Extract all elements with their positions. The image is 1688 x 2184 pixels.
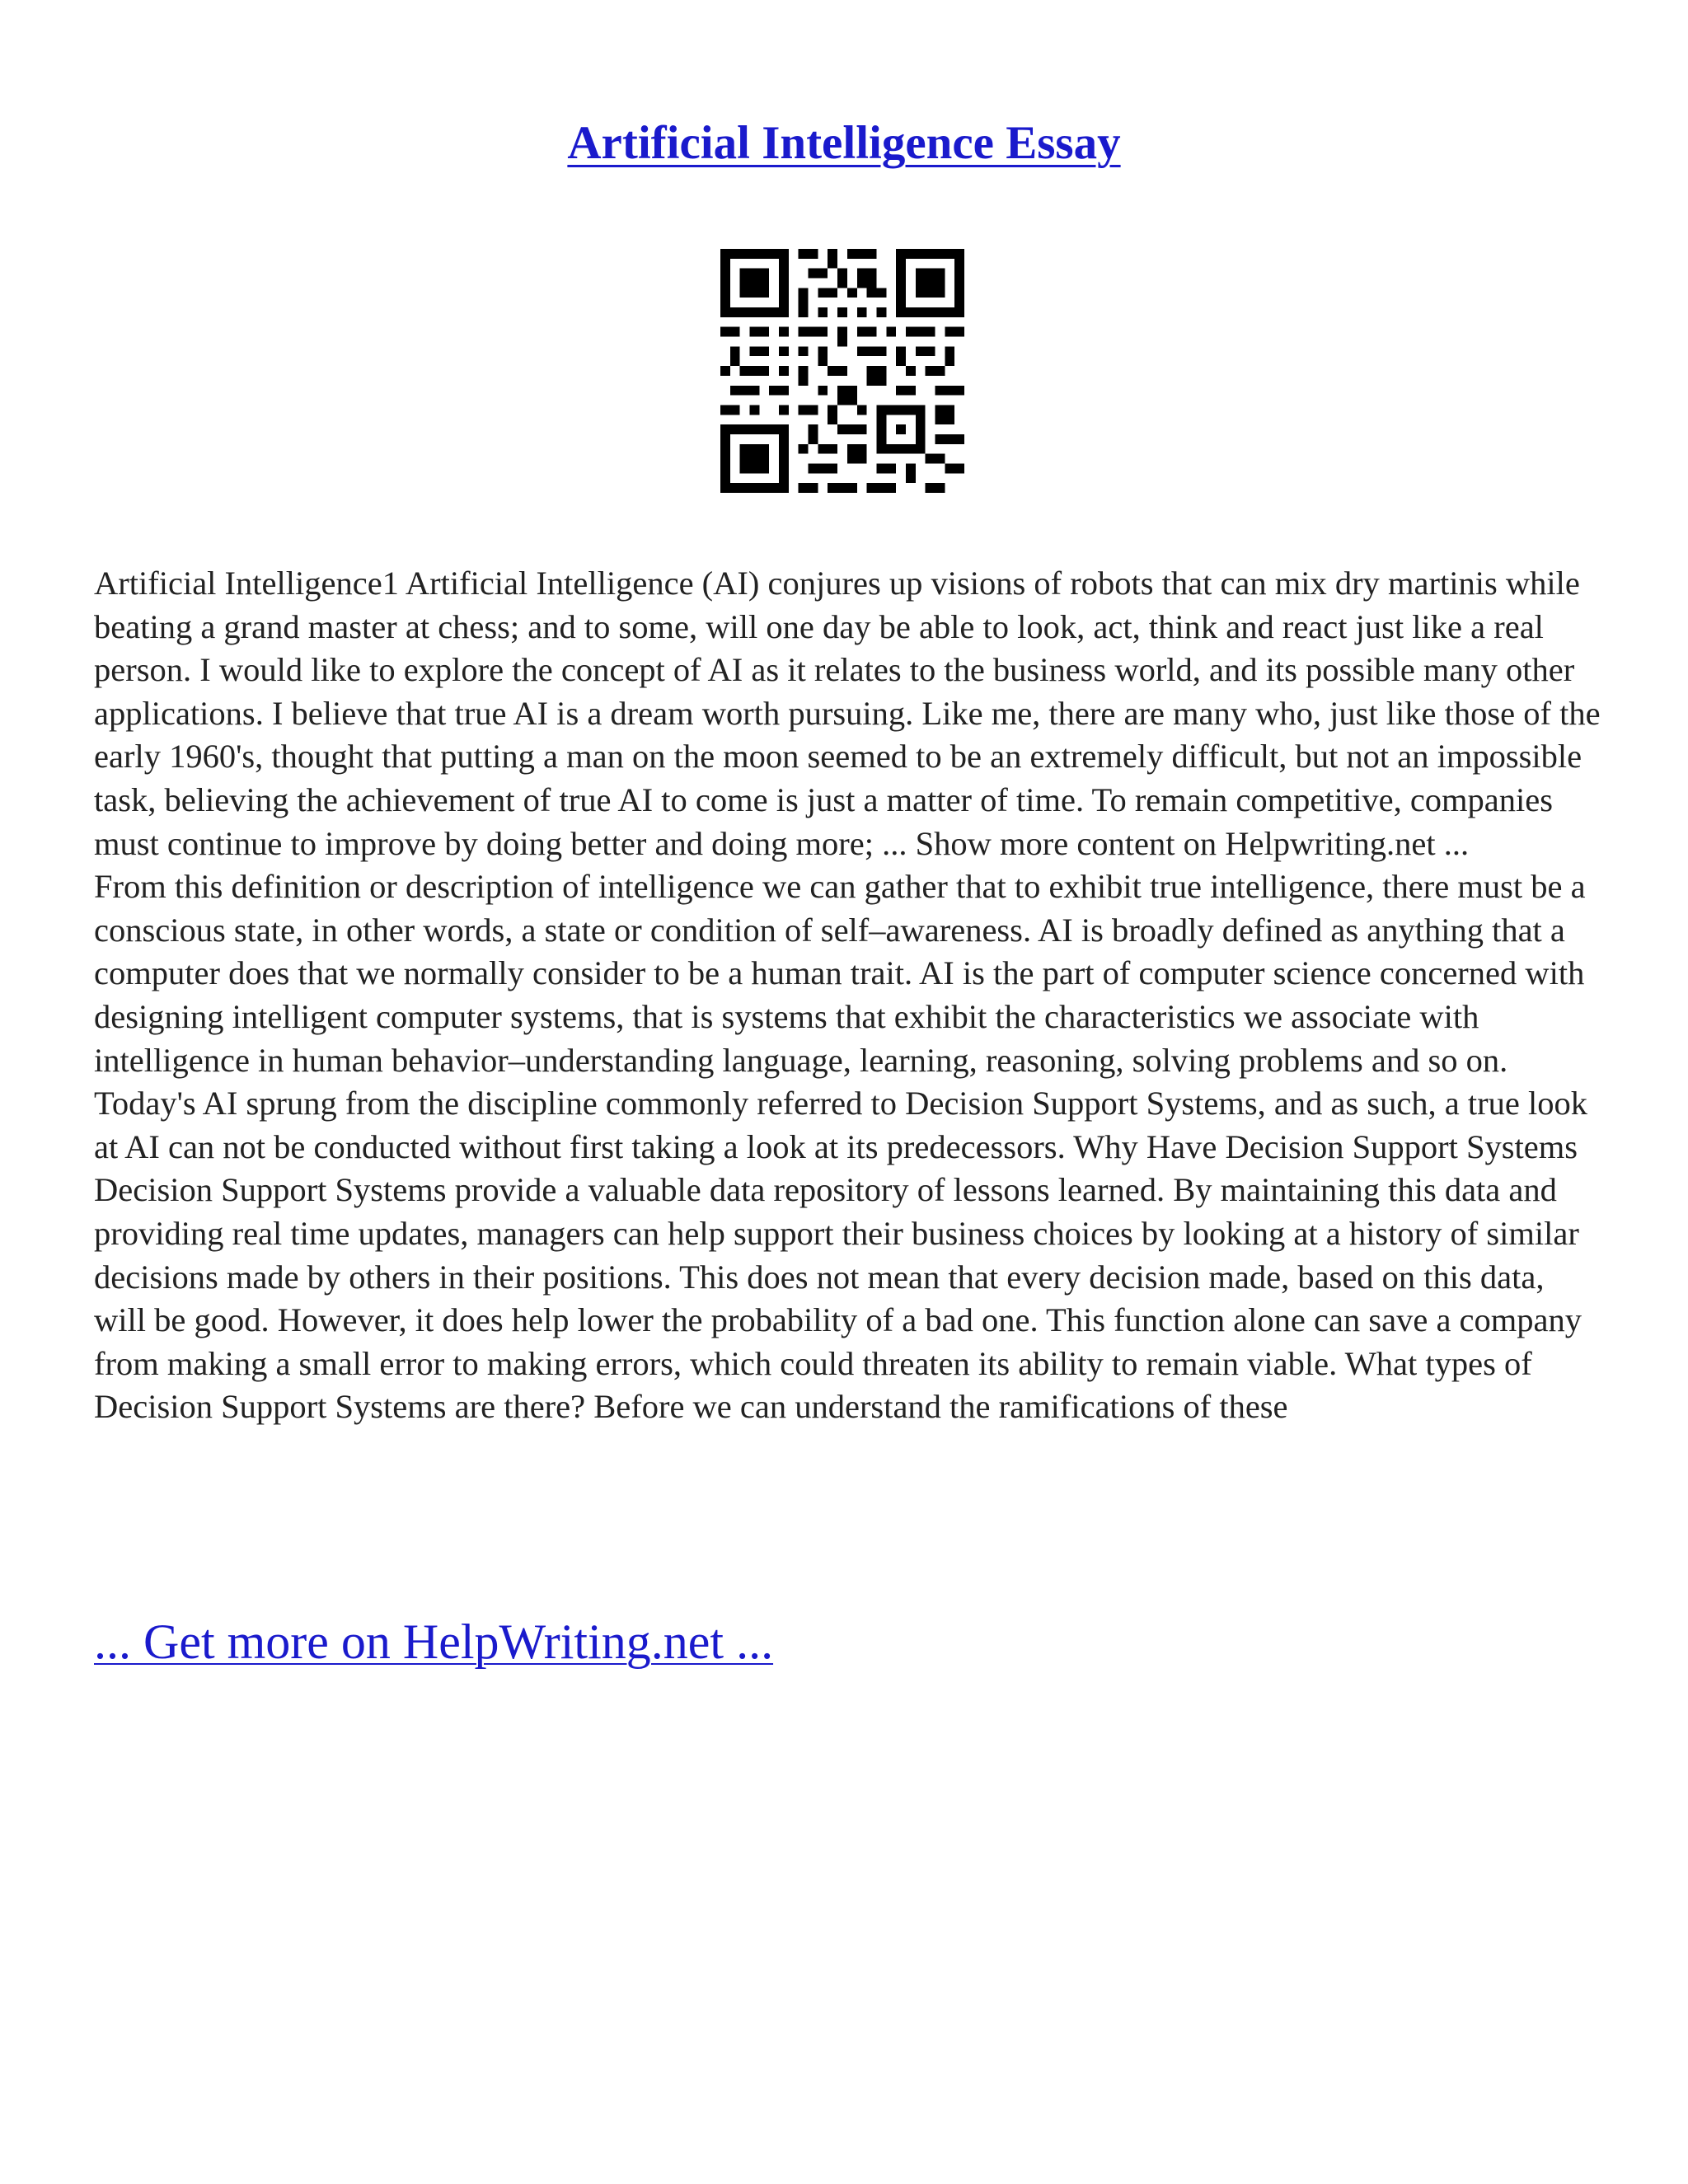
page-title xyxy=(0,114,1688,173)
qr-code-graphic xyxy=(720,249,964,493)
get-more-link-container xyxy=(94,1612,773,1671)
essay-paragraph-2: From this definition or description of intelligence we can gather that to exhibit true intelligence, there must be a conscious state, in other words, a state or condition of self–awareness. AI is broadly defined as anything that a computer does that we normally consider to be a human trait. AI is the part of computer science concerned with designing intelligent computer systems, that is systems that exhibit the characteristics we associate with intelligence in human behavior–understanding language, learning, reasoning, solving problems and so on. Today's AI sprung from the discipline commonly referred to Decision Support Systems, and as such, a true look at AI can not be conducted without first taking a look at its predecessors. Why Have Decision Support Systems Decision Support Systems provide a valuable data repository of lessons learned. By maintaining this data and providing real time updates, managers can help support their business choices by looking at a history of similar decisions made by others in their positions. This does not mean that every decision made, based on this data, will be good. However, it does help lower the probability of a bad one. This function alone can save a company from making a small error to making errors, which could threaten its ability to remain viable. What types of Decision Support Systems are there? Before we can understand the ramifications of these xyxy=(94,868,1587,1426)
qr-code-icon xyxy=(720,249,964,493)
essay-paragraph-1: Artificial Intelligence1 Artificial Intelligence (AI) conjures up visions of robots that can mix dry martinis while beating a grand master at chess; and to some, will one day be able to look, act, think and react just like a real person. I would like to explore the concept of AI as it relates to the business world, and its possible many other applications. I believe that true AI is a dream worth pursuing. Like me, there are many who, just like those of the early 1960's, thought that putting a man on the moon seemed to be an extremely difficult, but not an impossible task, believing the achievement of true AI to come is just a matter of time. To remain competitive, companies must continue to improve by doing better and doing more; ... Show more content on Helpwriting.net ... xyxy=(94,565,1601,862)
title-link[interactable]: Artificial Intelligence Essay xyxy=(567,117,1121,169)
essay-body xyxy=(94,562,1602,1429)
get-more-link[interactable]: ... Get more on HelpWriting.net ... xyxy=(94,1615,774,1669)
